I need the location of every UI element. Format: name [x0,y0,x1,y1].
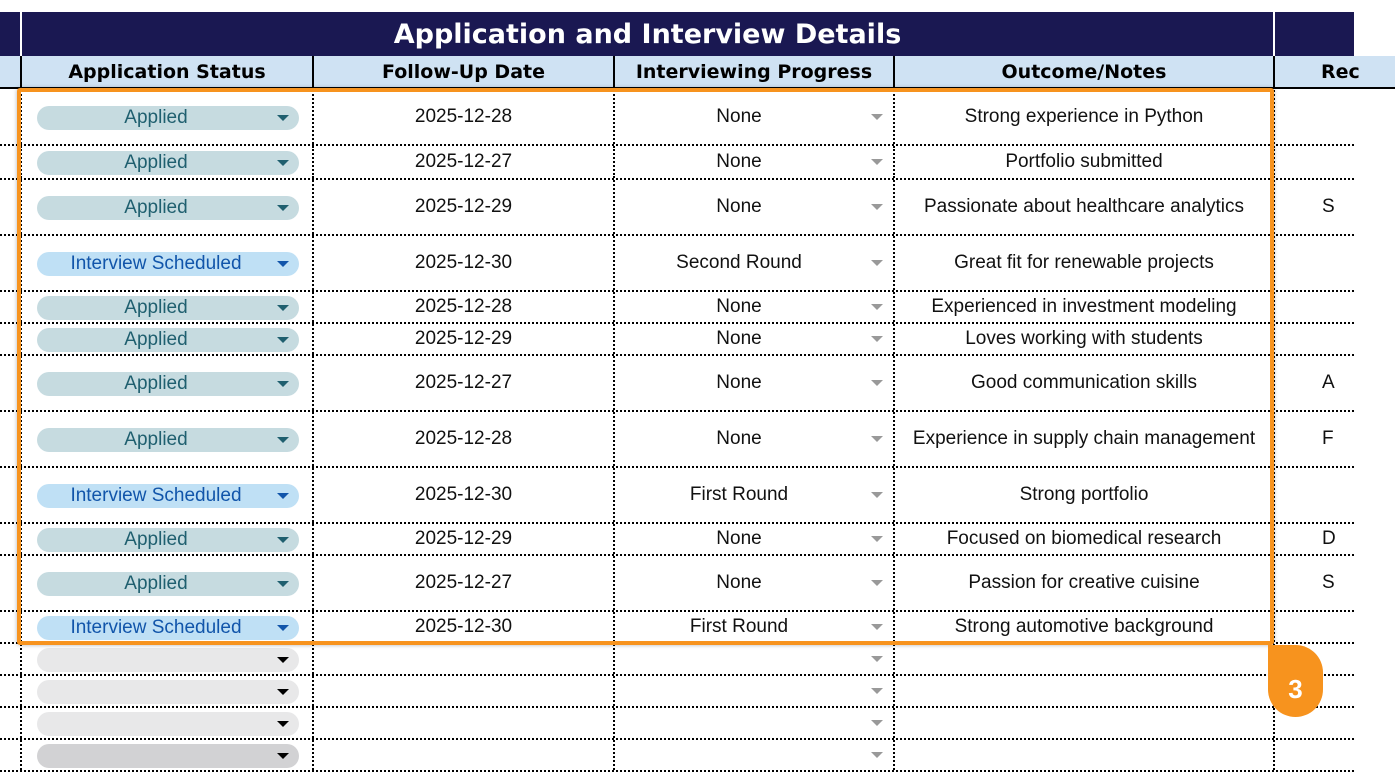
header-interviewing-progress[interactable]: Interviewing Progress [615,56,895,89]
outcome-notes-cell[interactable] [895,740,1275,770]
follow-up-date-cell[interactable]: 2025-12-30 [314,468,615,522]
outcome-notes-cell[interactable]: Loves working with students [895,324,1275,354]
header-outcome-notes[interactable]: Outcome/Notes [895,56,1275,89]
next-column-cell[interactable]: S [1322,196,1335,217]
progress-value: First Round [689,616,789,637]
next-column-cell[interactable] [1275,740,1395,770]
status-value: Applied [124,429,188,450]
next-column-cell[interactable]: F [1322,428,1334,449]
status-value: Applied [124,573,188,594]
interviewing-progress-cell[interactable] [615,740,895,770]
progress-value: None [716,428,762,449]
status-value: Interview Scheduled [70,485,242,506]
status-value: Applied [124,197,188,218]
interviewing-progress-cell[interactable] [615,644,895,674]
outcome-notes-cell[interactable]: Great fit for renewable projects [895,236,1275,290]
dropdown-arrow-icon[interactable] [871,656,883,662]
follow-up-date-cell[interactable]: 2025-12-27 [314,556,615,610]
follow-up-date-cell[interactable] [314,676,615,706]
next-column-cell[interactable]: D [1322,528,1336,549]
follow-up-date-cell[interactable]: 2025-12-29 [314,524,615,554]
status-dropdown[interactable] [37,712,299,736]
outcome-notes-cell[interactable]: Portfolio submitted [895,146,1275,178]
status-dropdown[interactable] [37,648,299,672]
table-row [0,644,1354,676]
title-bar-right [1275,12,1354,56]
follow-up-date-cell[interactable]: 2025-12-30 [314,236,615,290]
progress-value: None [716,572,762,593]
outcome-notes-cell[interactable]: Strong automotive background [895,612,1275,642]
row-stub [0,676,22,706]
progress-value: None [716,106,762,127]
next-column-cell[interactable] [1275,324,1395,354]
section-title: Application and Interview Details [22,12,1273,56]
interviewing-progress-cell[interactable] [615,676,895,706]
next-column-cell[interactable] [1275,292,1395,322]
status-cell [22,708,314,738]
progress-value: None [716,296,762,317]
dropdown-arrow-icon[interactable] [871,688,883,694]
follow-up-date-cell[interactable] [314,740,615,770]
interviewing-progress-cell[interactable] [615,708,895,738]
status-cell [22,644,314,674]
outcome-notes-cell[interactable] [895,644,1275,674]
status-value: Applied [124,152,188,173]
next-column-cell[interactable] [1275,468,1395,522]
follow-up-date-cell[interactable]: 2025-12-28 [314,412,615,466]
follow-up-date-cell[interactable]: 2025-12-30 [314,612,615,642]
title-bar-left [0,12,20,56]
follow-up-date-cell[interactable]: 2025-12-28 [314,90,615,144]
follow-up-date-cell[interactable]: 2025-12-29 [314,324,615,354]
follow-up-date-cell[interactable]: 2025-12-29 [314,180,615,234]
status-value: Applied [124,297,188,318]
row-stub [0,740,22,770]
follow-up-date-cell[interactable] [314,644,615,674]
next-column-cell[interactable] [1275,90,1395,144]
follow-up-date-cell[interactable]: 2025-12-28 [314,292,615,322]
next-column-cell[interactable] [1275,236,1395,290]
status-value: Applied [124,329,188,350]
outcome-notes-cell[interactable] [895,676,1275,706]
progress-value: None [716,196,762,217]
progress-value: None [716,372,762,393]
status-dropdown[interactable] [37,744,299,768]
outcome-notes-cell[interactable]: Passion for creative cuisine [895,556,1275,610]
header-application-status[interactable]: Application Status [22,56,314,89]
progress-value: First Round [689,484,789,505]
outcome-notes-cell[interactable]: Focused on biomedical research [895,524,1275,554]
outcome-notes-cell[interactable]: Strong experience in Python [895,90,1275,144]
next-column-cell[interactable]: S [1322,572,1335,593]
highlight-box [17,88,1274,645]
follow-up-date-cell[interactable]: 2025-12-27 [314,356,615,410]
table-row [0,708,1354,740]
outcome-notes-cell[interactable]: Good communication skills [895,356,1275,410]
status-value: Applied [124,107,188,128]
outcome-notes-cell[interactable]: Experienced in investment modeling [895,292,1275,322]
row-stub [0,708,22,738]
outcome-notes-cell[interactable]: Experience in supply chain management [895,412,1275,466]
status-value: Interview Scheduled [70,253,242,274]
status-cell [22,676,314,706]
outcome-notes-cell[interactable]: Strong portfolio [895,468,1275,522]
outcome-notes-cell[interactable]: Passionate about healthcare analytics [895,180,1275,234]
next-column-cell[interactable] [1275,612,1395,642]
dropdown-arrow-icon[interactable] [277,657,289,663]
progress-value: None [716,528,762,549]
callout-badge: 3 [1268,645,1323,717]
next-column-cell[interactable] [1275,146,1395,178]
header-next-column[interactable]: Rec [1275,56,1395,89]
progress-value: None [716,328,762,349]
status-value: Interview Scheduled [70,617,242,638]
header-follow-up-date[interactable]: Follow-Up Date [314,56,615,89]
row-stub [0,644,22,674]
header-stub [0,56,22,89]
status-cell [22,740,314,770]
dropdown-arrow-icon[interactable] [871,720,883,726]
progress-value: None [716,151,762,172]
follow-up-date-cell[interactable] [314,708,615,738]
follow-up-date-cell[interactable]: 2025-12-27 [314,146,615,178]
next-column-cell[interactable]: A [1322,372,1335,393]
status-value: Applied [124,373,188,394]
dropdown-arrow-icon[interactable] [871,752,883,758]
table-row [0,740,1354,772]
dropdown-arrow-icon[interactable] [277,689,289,695]
status-dropdown[interactable] [37,680,299,704]
outcome-notes-cell[interactable] [895,708,1275,738]
dropdown-arrow-icon[interactable] [277,753,289,759]
table-row [0,676,1354,708]
dropdown-arrow-icon[interactable] [277,721,289,727]
status-value: Applied [124,529,188,550]
progress-value: Second Round [676,252,802,273]
